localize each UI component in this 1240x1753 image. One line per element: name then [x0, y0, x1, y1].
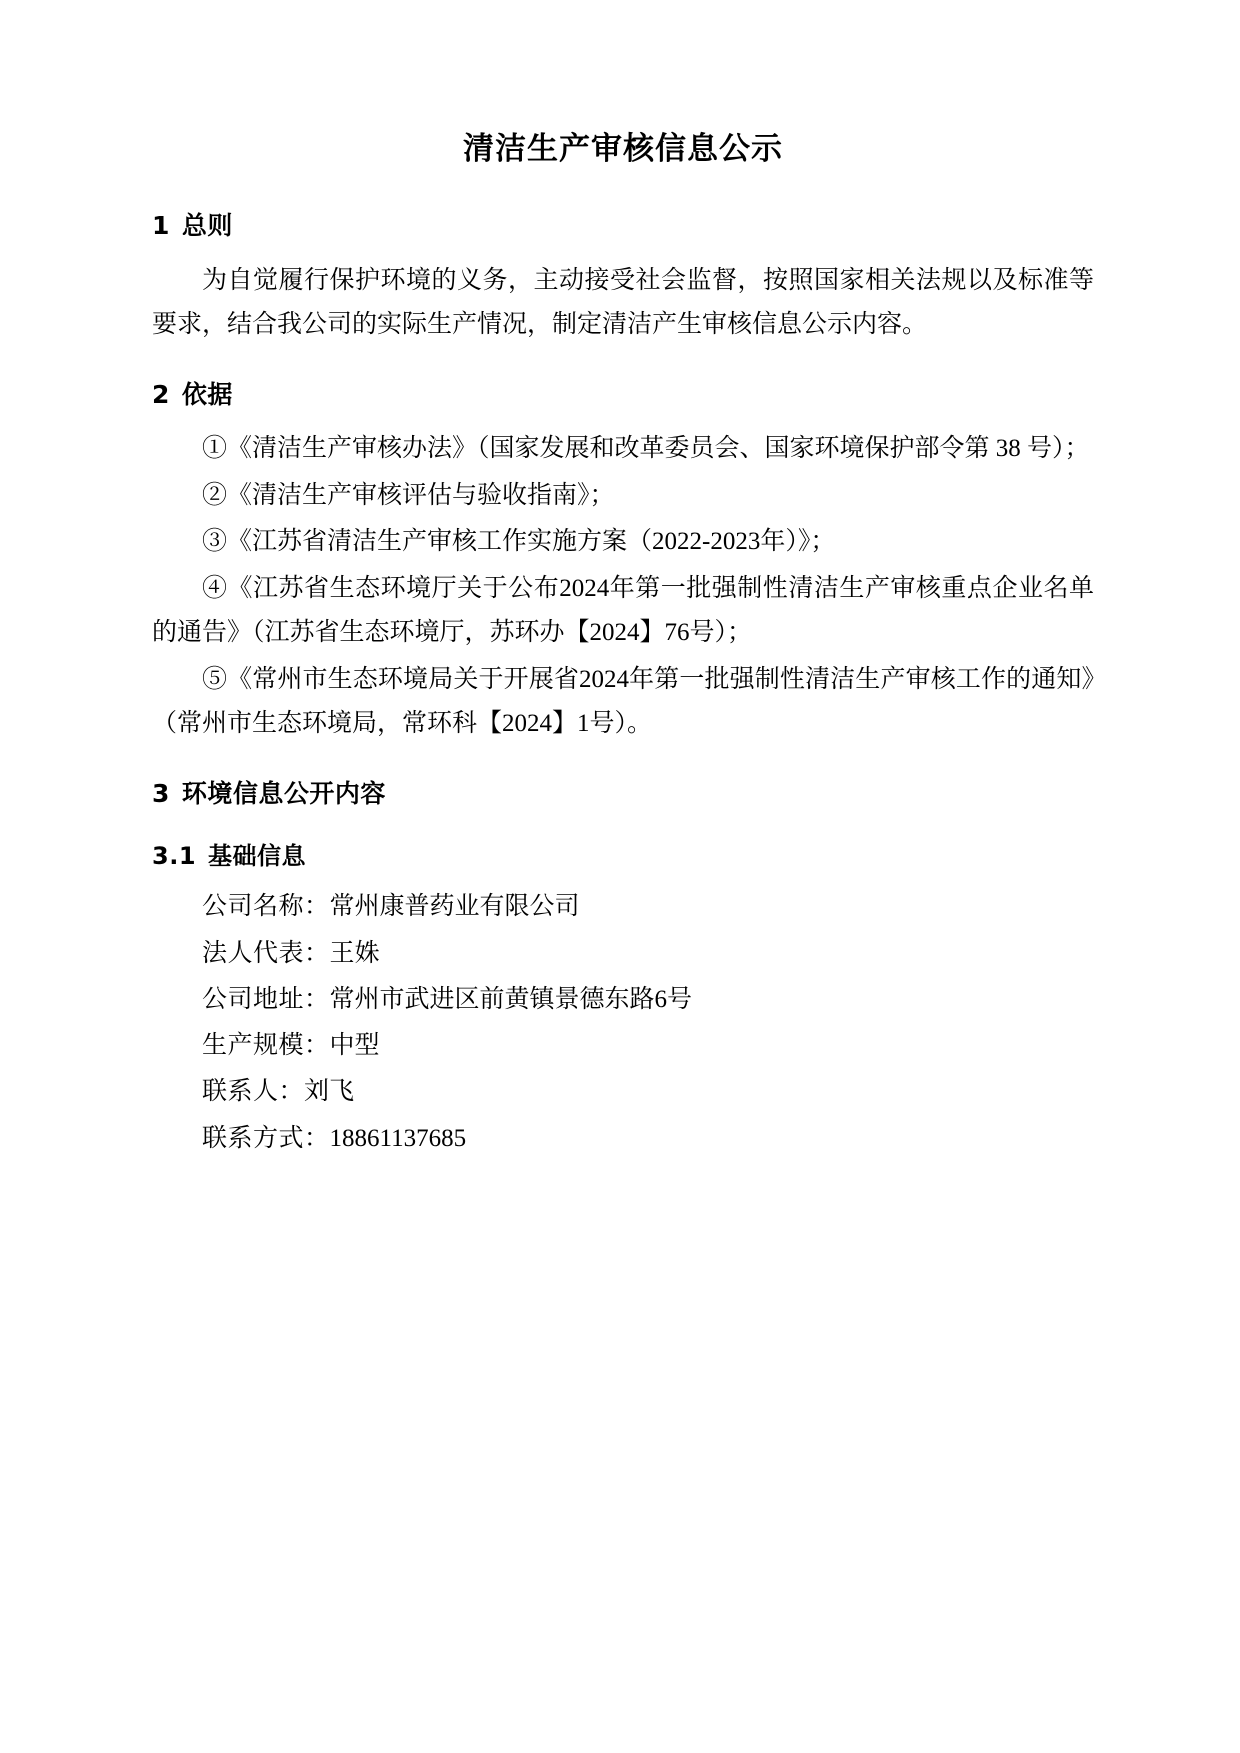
section-number-3: 3 [152, 778, 170, 808]
info-row-company-address [152, 977, 1094, 1023]
basic-info-list [152, 884, 1094, 1162]
info-row-contact-phone [152, 1116, 1094, 1162]
section-1-paragraph-1: 为自觉履行保护环境的义务，主动接受社会监督，按照国家相关法规以及标准等要求，结合我公司的实际生产情况，制定清洁产生审核信息公示内容。 [152, 266, 1094, 339]
subsection-number-3-1: 3.1 [152, 842, 197, 871]
section-number-1: 1 [152, 211, 170, 241]
page-title: 清洁生产审核信息公示 [463, 131, 783, 167]
section-number-2: 2 [152, 379, 170, 409]
info-label-company-name: 公司名称： [202, 893, 330, 921]
section-2-paragraph-4: ④《江苏省生态环境厅关于公布2024年第一批强制性清洁生产审核重点企业名单的通告》（江苏省生态环境厅，苏环办【2024】76号）； [152, 574, 1094, 647]
subsection-title-3-1: 基础信息 [208, 842, 307, 871]
info-value-contact-phone: 18861137685 [329, 1124, 467, 1152]
info-value-contact-person: 刘飞 [304, 1078, 355, 1106]
section-heading-2 [152, 376, 1094, 414]
info-label-legal-representative: 法人代表： [202, 939, 330, 967]
section-title-1: 总则 [181, 211, 233, 241]
section-2-paragraph-5: ⑤《常州市生态环境局关于开展省2024年第一批强制性清洁生产审核工作的通知》（常州市生态环境局，常环科【2024】1号）。 [152, 665, 1094, 738]
info-value-company-name: 常州康普药业有限公司 [329, 893, 580, 921]
info-value-production-scale: 中型 [329, 1032, 380, 1060]
info-row-legal-representative [152, 931, 1094, 977]
info-label-production-scale: 生产规模： [202, 1032, 330, 1060]
section-title-2: 依据 [181, 379, 233, 409]
info-value-company-address: 常州市武进区前黄镇景德东路6号 [329, 985, 693, 1013]
info-label-company-address: 公司地址： [202, 985, 330, 1013]
subsection-heading-3-1 [152, 838, 1094, 874]
info-value-legal-representative: 王姝 [329, 939, 380, 967]
info-row-contact-person [152, 1069, 1094, 1115]
info-row-company-name [152, 884, 1094, 930]
info-row-production-scale [152, 1023, 1094, 1069]
info-label-contact-phone: 联系方式： [202, 1124, 330, 1152]
section-title-3: 环境信息公开内容 [181, 778, 386, 808]
section-2-paragraph-1: ①《清洁生产审核办法》（国家发展和改革委员会、国家环境保护部令第 38 号）； [202, 435, 1090, 463]
section-2-paragraph-2: ②《清洁生产审核评估与验收指南》； [202, 481, 615, 509]
section-2-paragraph-3: ③《江苏省清洁生产审核工作实施方案（2022-2023年）》； [202, 528, 836, 556]
section-heading-1 [152, 207, 1094, 245]
section-heading-3 [152, 775, 1094, 813]
info-label-contact-person: 联系人： [202, 1078, 305, 1106]
